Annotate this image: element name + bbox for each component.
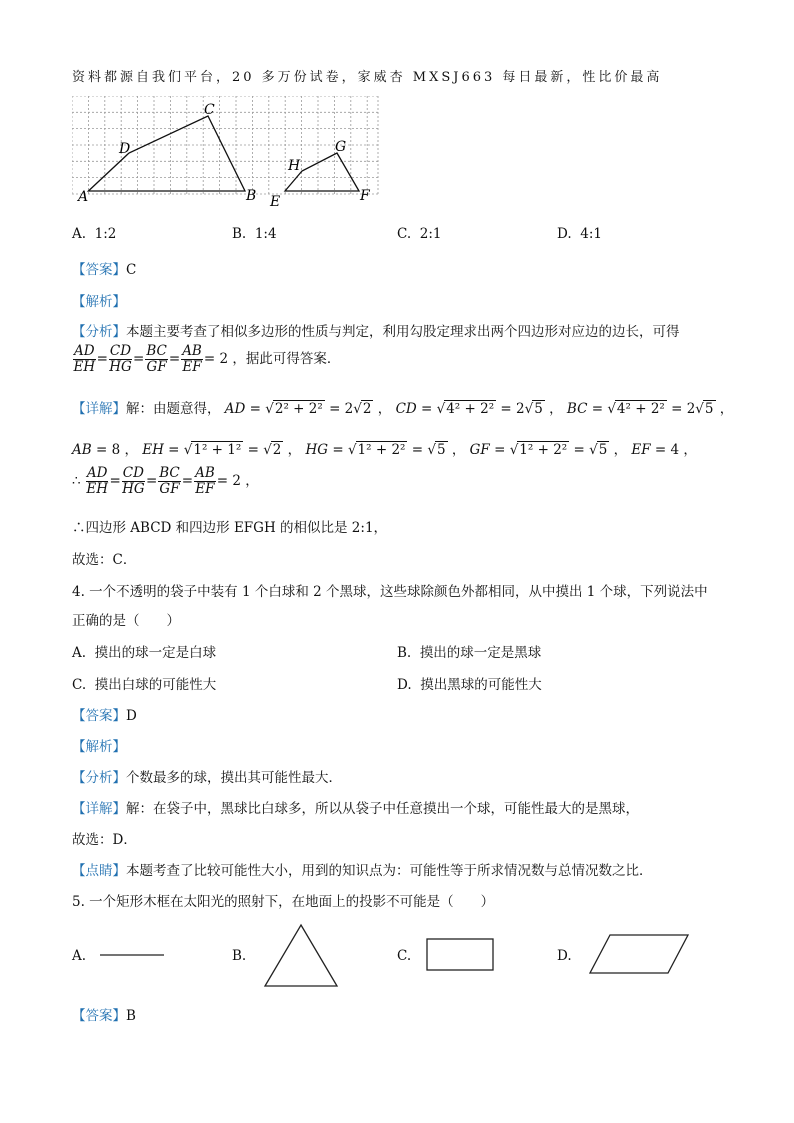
q3-option-d: D. 4:1 (557, 226, 602, 242)
q5-option-d-letter: D. (557, 948, 572, 964)
q3-option-a: A. 1:2 (72, 226, 117, 242)
q4-answer: 【答案】D (72, 708, 137, 724)
label-e: E (270, 194, 281, 210)
q3-fenxi: 【分析】本题主要考查了相似多边形的性质与判定，利用勾股定理求出两个四边形对应边的边长，可得 (72, 324, 680, 340)
q4-conclusion: 故选：D． (72, 832, 137, 848)
q4-analysis-heading: 【解析】 (72, 739, 126, 755)
quadrilateral-grid-figure (72, 96, 382, 212)
q3-option-c: C. 2:1 (397, 226, 442, 242)
q5-option-d-parallelogram-shape (586, 932, 692, 976)
q4-fenxi: 【分析】个数最多的球，摸出其可能性最大． (72, 770, 342, 786)
q5-option-c-rectangle-shape (425, 936, 497, 974)
q3-therefore-ratio: ∴ $\frac{AD}{EH}$ = $\frac{CD}{HG}$ = $\frac{BC}{GF}$ = $\frac{AB}{EF}$ = 2 ， (72, 465, 259, 497)
label-d: D (119, 141, 131, 157)
q3-xiangjie-line1: 【详解】解：由题意得， AD = √2² + 2² = 2√2 ， CD = √4² + 2² = 2√5 ， BC = √4² + 2² = 2√5 ， (72, 401, 734, 417)
q5-stem: 5. 一个矩形木框在太阳光的照射下，在地面上的投影不可能是（ ） (72, 894, 495, 910)
q4-option-b: B. 摸出的球一定是黑球 (397, 645, 542, 661)
q3-answer: 【答案】C (72, 262, 137, 278)
q5-option-a-line-shape (98, 948, 166, 962)
label-c: C (204, 102, 215, 118)
q5-option-a-letter: A. (72, 948, 87, 964)
label-b: B (246, 188, 257, 204)
q4-option-d: D. 摸出黑球的可能性大 (397, 677, 542, 693)
page-header: 资料都源自我们平台，20 多万份试卷，家威杏 MXSJ663 每日最新，性比价最高 (72, 70, 663, 85)
label-g: G (335, 139, 347, 155)
q5-option-c-letter: C. (397, 948, 412, 964)
q3-xiangjie-line2: AB = 8 ， EH = √1² + 1² = √2 ， HG = √1² + 2² = √5 ， GF = √1² + 2² = √5 ， EF = 4 ， (72, 442, 697, 458)
q5-option-b-triangle-shape (262, 922, 340, 990)
q3-conclusion: 故选：C． (72, 552, 137, 568)
q4-dianjing: 【点睛】本题考查了比较可能性大小，用到的知识点为：可能性等于所求情况数与总情况数之比． (72, 863, 653, 879)
q4-stem-line2: 正确的是（ ） (72, 613, 180, 629)
quadrilateral-abcd (88, 116, 245, 191)
q3-ratio-equation: $\frac{AD}{EH}$ = $\frac{CD}{HG}$ = $\frac{BC}{GF}$ = $\frac{AB}{EF}$ = 2 ，据此可得答案． (73, 343, 341, 375)
q4-option-a: A. 摸出的球一定是白球 (72, 645, 217, 661)
q3-therefore-similar: ∴四边形 ABCD 和四边形 EFGH 的相似比是 2:1， (72, 520, 388, 536)
q4-stem-line1: 4. 一个不透明的袋子中装有 1 个白球和 2 个黑球，这些球除颜色外都相同，从中摸出 1 个球，下列说法中 (72, 584, 708, 600)
q4-xiangjie: 【详解】解：在袋子中，黑球比白球多，所以从袋子中任意摸出一个球，可能性最大的是黑球， (72, 801, 639, 817)
label-a: A (78, 189, 89, 205)
label-f: F (360, 188, 370, 204)
q3-option-b: B. 1:4 (232, 226, 277, 242)
q4-option-c: C. 摸出白球的可能性大 (72, 677, 217, 693)
label-h: H (288, 158, 301, 174)
q5-option-b-letter: B. (232, 948, 247, 964)
grid-lines (72, 96, 378, 194)
q3-analysis-heading: 【解析】 (72, 294, 126, 310)
q5-answer: 【答案】B (72, 1008, 136, 1024)
